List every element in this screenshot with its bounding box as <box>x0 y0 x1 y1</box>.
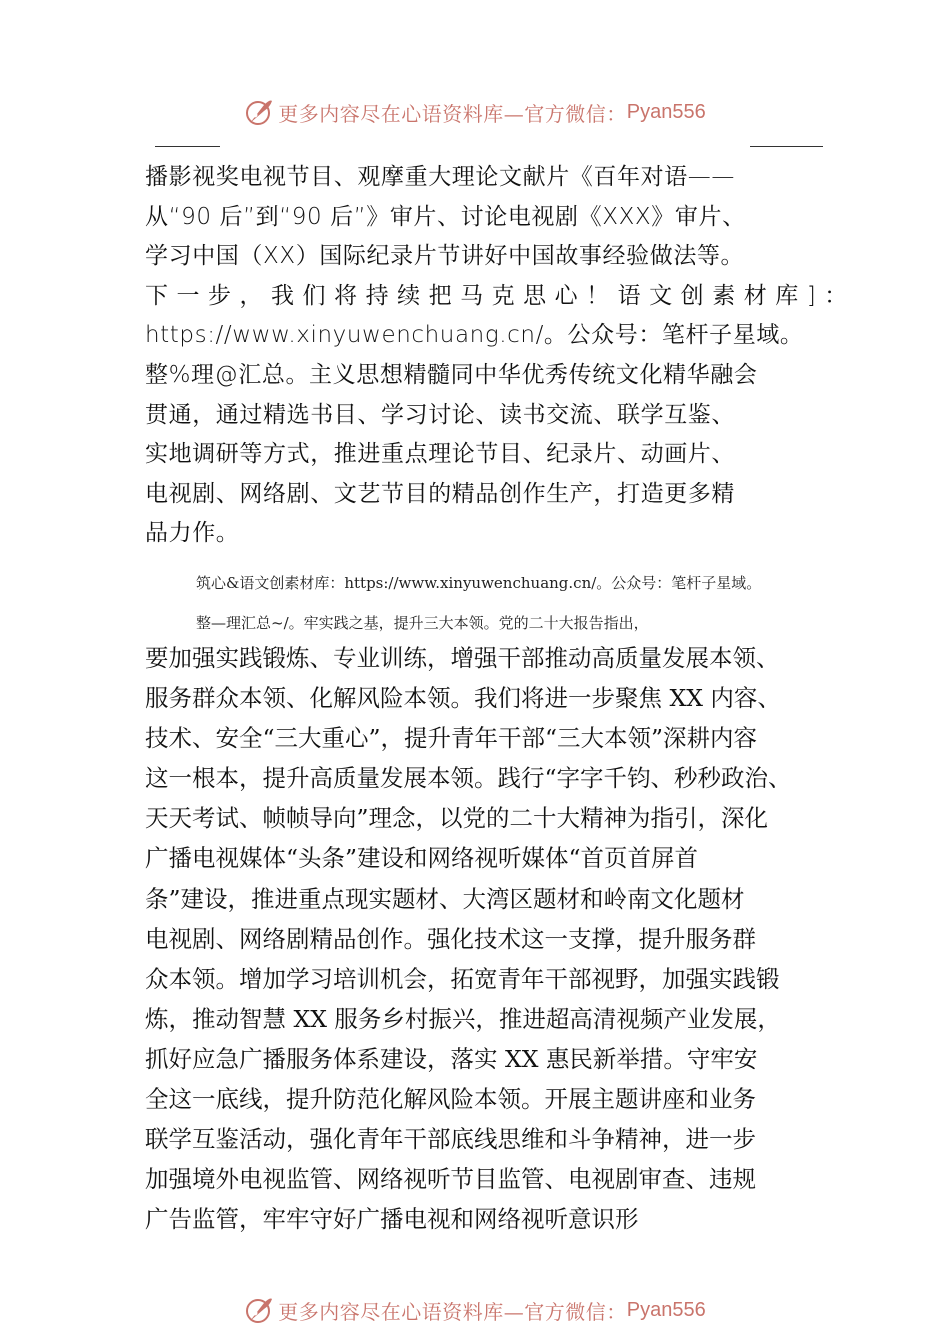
paragraph-1 <box>145 158 848 554</box>
text-line: 下 一 步 ， 我 们 将 持 续 把 马 克 思 心 ！ 语 文 创 素 材 库 ] ： <box>145 282 848 309</box>
text-line: 全这一底线，提升防范化解风险本领。开展主题讲座和业务 <box>145 1085 756 1114</box>
text-line: 联学互鉴活动，强化青年干部底线思维和斗争精神，进一步 <box>145 1125 756 1154</box>
text-line: 贯通，通过精选书目、学习讨论、读书交流、联学互鉴、 <box>145 401 735 428</box>
banner-wechat-id: Pyan556 <box>626 100 706 123</box>
banner-wechat-id: Pyan556 <box>626 1298 706 1321</box>
text-line: 品力作。 <box>145 520 240 547</box>
text-line: 学习中国（XX）国际纪录片节讲好中国故事经验做法等。 <box>145 243 745 270</box>
text-line: 抓好应急广播服务体系建设，落实 XX 惠民新举措。守牢安 <box>145 1044 758 1073</box>
text-line: 广告监管，牢牢守好广播电视和网络视听意识形 <box>145 1205 639 1234</box>
text-line: 整%理@汇总。主义思想精髓同中华优秀传统文化精华融会 <box>145 361 758 388</box>
text-line: 从“90 后”到“90 后”》审片、讨论电视剧《XXX》审片、 <box>145 203 746 230</box>
text-line: 这一根本，提升高质量发展本领。践行“字字千钧、秒秒政治、 <box>145 764 792 793</box>
text-line: 实地调研等方式，推进重点理论节目、纪录片、动画片、 <box>145 441 735 468</box>
text-line: 播影视奖电视节目、观摩重大理论文献片《百年对语—— <box>145 164 735 190</box>
text-line: 众本领。增加学习培训机会，拓宽青年干部视野，加强实践锻 <box>145 964 780 993</box>
text-line: 天天考试、帧帧导向”理念，以党的二十大精神为指引，深化 <box>145 804 769 833</box>
text-line: 广播电视媒体“头条”建设和网络视听媒体“首页首屏首 <box>145 844 699 873</box>
note-line: 整—理汇总~/。牢实践之基，提升三大本领。党的二十大报告指出， <box>196 614 649 632</box>
text-line: 技术、安全“三大重心”，提升青年干部“三大本领”深耕内容 <box>145 724 758 753</box>
text-line: 条”建设，推进重点现实题材、大湾区题材和岭南文化题材 <box>145 884 745 913</box>
note-line: 筑心&语文创素材库：https://www.xinyuwenchuang.cn/。公众号：笔杆子星域。 <box>196 574 762 592</box>
text-line: 加强境外电视监管、网络视听节目监管、电视剧审查、违规 <box>145 1165 756 1194</box>
quill-pen-icon <box>244 97 274 127</box>
text-line: 服务群众本领、化解风险本领。我们将进一步聚焦 XX 内容、 <box>145 684 781 713</box>
header-rule-right <box>750 146 823 147</box>
paragraph-2 <box>145 638 835 1239</box>
banner-text: 更多内容尽在心语资料库—官方微信： <box>278 1299 627 1324</box>
text-line: 电视剧、网络剧、文艺节目的精品创作生产，打造更多精 <box>145 480 735 507</box>
footer-banner <box>0 1290 950 1330</box>
quill-pen-icon <box>244 1295 274 1325</box>
text-line: https://www.xinyuwenchuang.cn/。公众号：笔杆子星域。 <box>145 322 804 349</box>
banner-text: 更多内容尽在心语资料库—官方微信： <box>278 101 627 126</box>
header-rule-left <box>155 146 220 147</box>
text-line: 炼，推动智慧 XX 服务乡村振兴，推进超高清视频产业发展， <box>145 1004 781 1033</box>
text-line: 电视剧、网络剧精品创作。强化技术这一支撑，提升服务群 <box>145 924 756 953</box>
text-line: 要加强实践锻炼、专业训练，增强干部推动高质量发展本领、 <box>145 644 780 672</box>
header-banner <box>0 92 950 132</box>
